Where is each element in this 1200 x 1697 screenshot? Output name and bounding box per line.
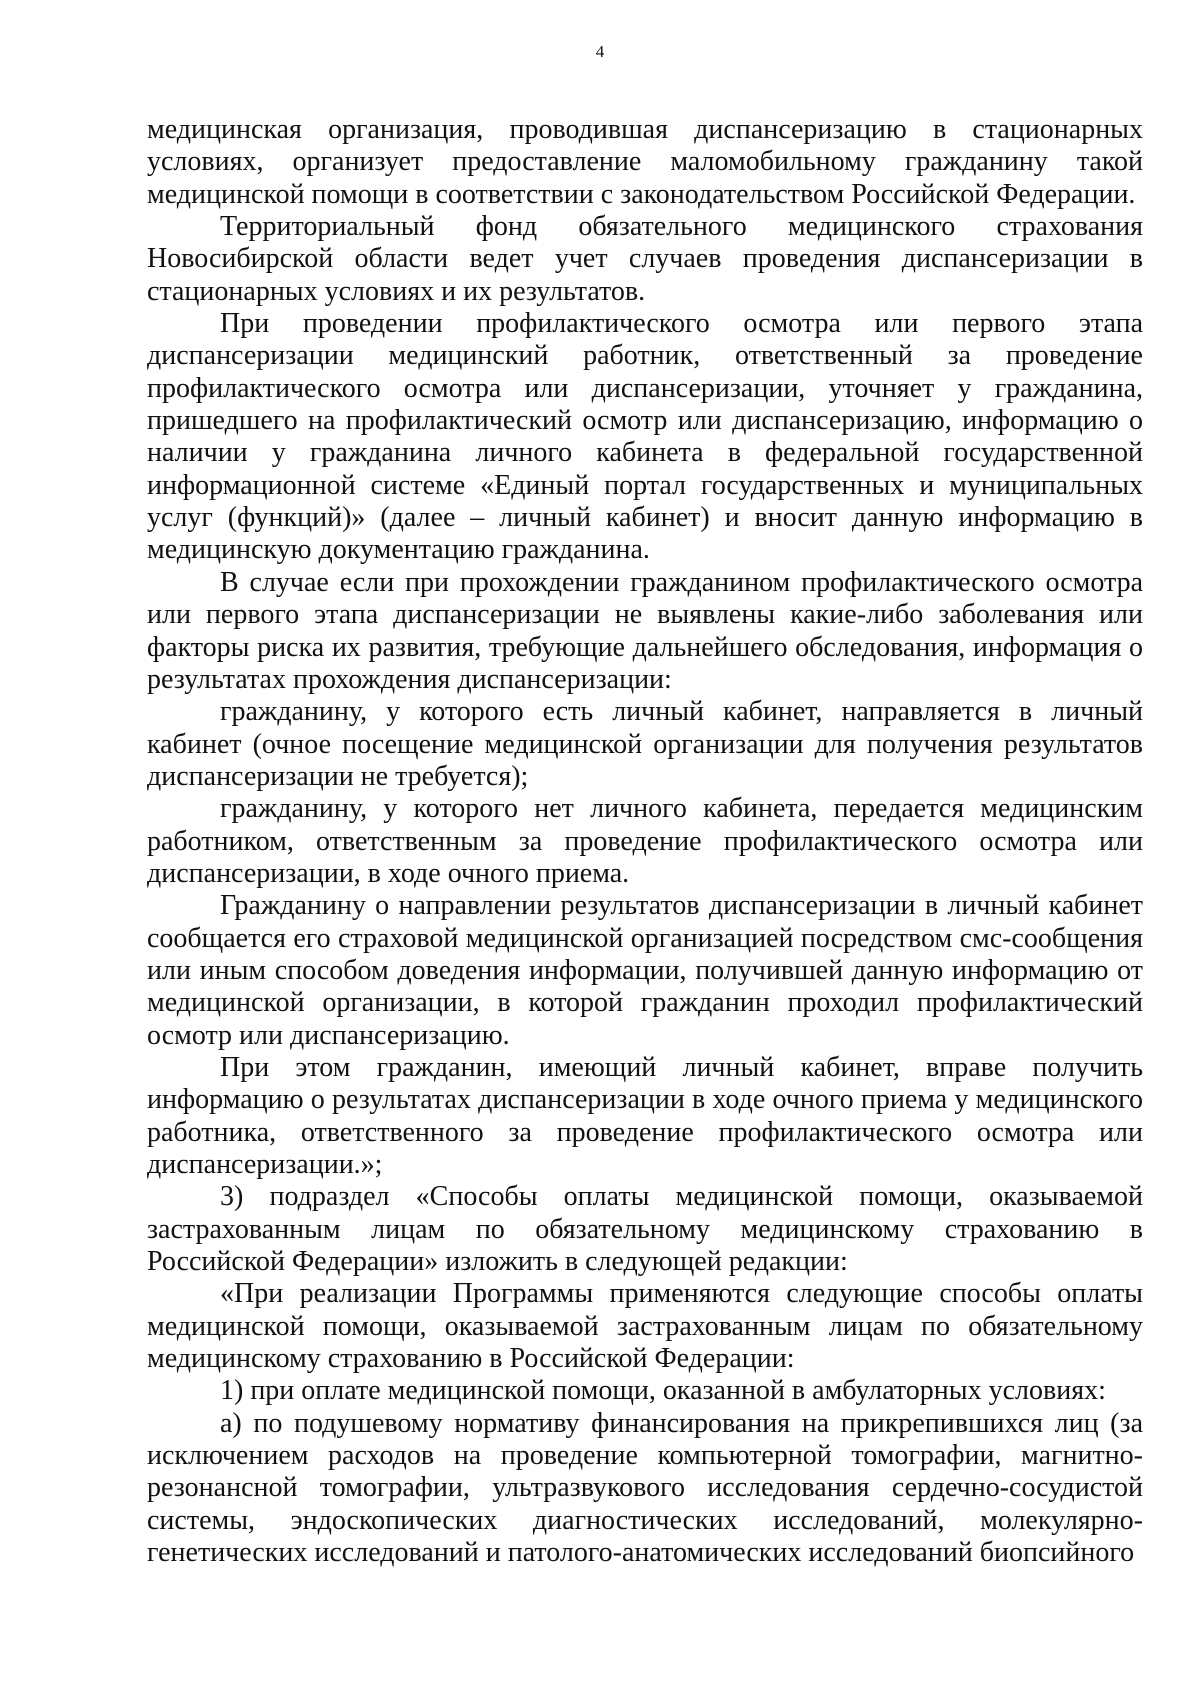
paragraph-item-1: 1) при оплате медицинской помощи, оказанной в амбулаторных условиях: xyxy=(220,1375,1106,1407)
paragraph-in-person-option: При этом гражданин, имеющий личный кабинет, вправе получить информацию о результатах диспансеризации в ходе очного приема у медицинского работника, ответственного за проведение профилактического осмотра или диспансеризации.»; xyxy=(147,1051,1143,1180)
page-number: 4 xyxy=(595,42,605,61)
paragraph-payment-methods-intro: «При реализации Программы применяются следующие способы оплаты медицинской помощи, оказываемой застрахованным лицам по обязательному медицинскому страхованию в Российской Федерации: xyxy=(147,1278,1143,1375)
paragraph-subsection-3: 3) подраздел «Способы оплаты медицинской помощи, оказываемой застрахованным лицам по обязательному медицинскому страхованию в Российской Федерации» изложить в следующей редакции: xyxy=(147,1181,1143,1278)
paragraph-without-account: гражданину, у которого нет личного кабинета, передается медицинским работником, ответственным за проведение профилактического осмотра или диспансеризации, в ходе очного приема. xyxy=(147,793,1143,889)
paragraph-personal-account-check: При проведении профилактического осмотра или первого этапа диспансеризации медицинский работник, ответственный за проведение профилактического осмотра или диспансеризации, уточняет у гражданина, пришедшего на профилактический осмотр или диспансеризацию, информацию о наличии у гражданина личного кабинета в федеральной государственной информационной системе «Единый портал государственных и муниципальных услуг (функций)» (далее – личный кабинет) и вносит данную информацию в медицинскую документацию гражданина. xyxy=(147,308,1143,566)
paragraph-fund-accounting: Территориальный фонд обязательного медицинского страхования Новосибирской области ведет учет случаев проведения диспансеризации в стационарных условиях и их результатов. xyxy=(147,211,1143,307)
paragraph-with-account: гражданину, у которого есть личный кабинет, направляется в личный кабинет (очное посещение медицинской организации для получения результатов диспансеризации не требуется); xyxy=(147,696,1143,792)
paragraph-sms-notification: Гражданину о направлении результатов диспансеризации в личный кабинет сообщается его страховой медицинской организацией посредством смс-сообщения или иным способом доведения информации, получившей данную информацию от медицинской организации, в которой гражданин проходил профилактический осмотр или диспансеризацию. xyxy=(147,890,1143,1051)
paragraph-continuation: медицинская организация, проводившая диспансеризацию в стационарных условиях, организует предоставление маломобильному гражданину такой медицинской помощи в соответствии с законодательством Российской Федерации. xyxy=(147,114,1143,210)
document-body xyxy=(147,114,1143,1569)
paragraph-item-1a: а) по подушевому нормативу финансирования на прикрепившихся лиц (за исключением расходов на проведение компьютерной томографии, магнитно-резонансной томографии, ультразвукового исследования сердечно-сосудистой системы, эндоскопических диагностических исследований, молекулярно-генетических исследований и патолого-анатомических исследований биопсийного xyxy=(147,1407,1143,1569)
paragraph-no-diseases-found: В случае если при прохождении гражданином профилактического осмотра или первого этапа диспансеризации не выявлены какие-либо заболевания или факторы риска их развития, требующие дальнейшего обследования, информация о результатах прохождения диспансеризации: xyxy=(147,566,1143,695)
